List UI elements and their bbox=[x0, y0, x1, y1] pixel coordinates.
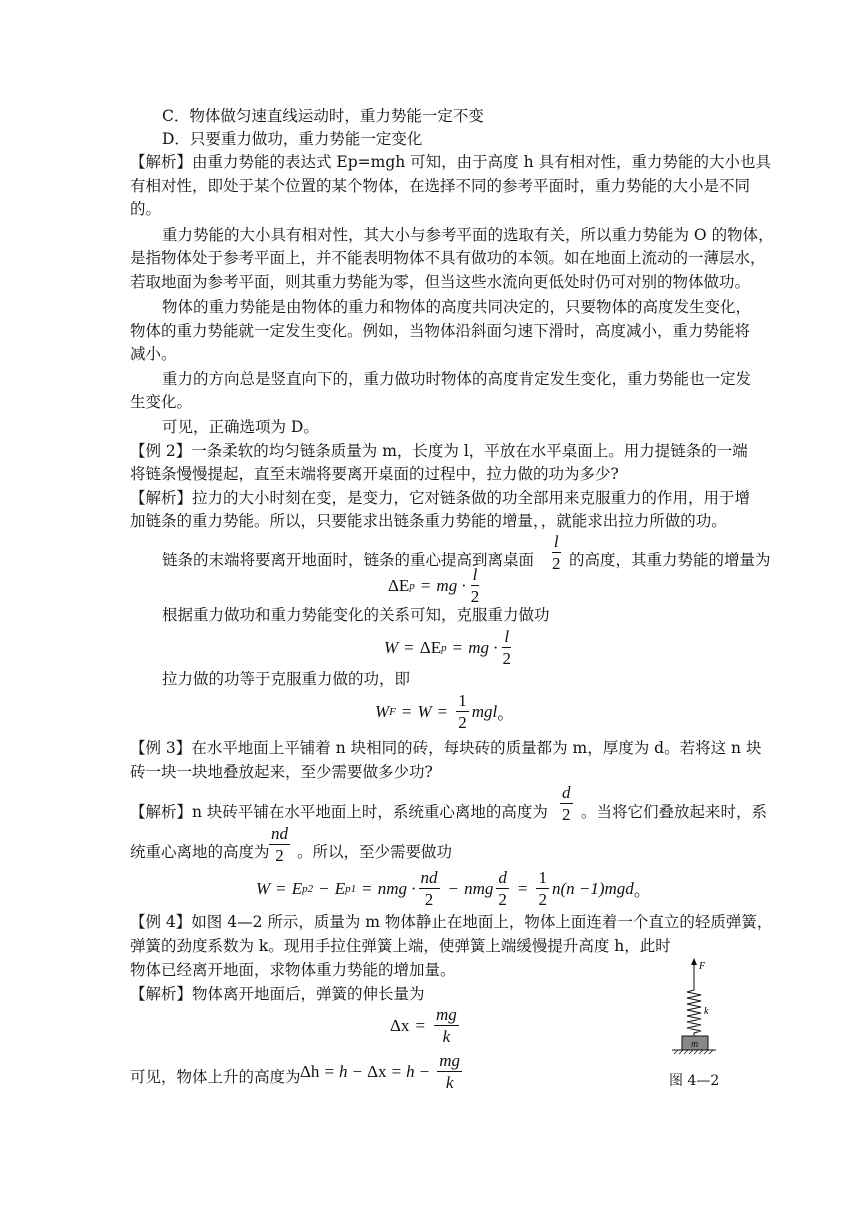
paragraph-height-3: 减小。 bbox=[130, 345, 177, 363]
analysis-4-line-2: 可见，物体上升的高度为 bbox=[130, 1068, 301, 1086]
analysis-3-text-a: 【解析】n 块砖平铺在水平地面上时，系统重心离地的高度为 bbox=[130, 803, 548, 821]
pull-work-text: 拉力做的功等于克服重力做的功，即 bbox=[162, 670, 411, 688]
spring-coil-icon bbox=[687, 986, 701, 1036]
mass-label: m bbox=[691, 1039, 699, 1050]
formula-delta-ep: ΔE p = mg · $\frac{l}{2}$ bbox=[388, 565, 480, 606]
example-4-line-1: 【例 4】如图 4—2 所示，质量为 m 物体静止在地面上，物体上面连着一个直立的轻质弹簧， bbox=[130, 913, 773, 931]
figure-caption: 图 4—2 bbox=[669, 1073, 720, 1089]
paragraph-gravity-1: 重力的方向总是竖直向下的，重力做功时物体的高度肯定发生变化，重力势能也一定发 bbox=[162, 370, 752, 388]
paragraph-gravity-2: 生变化。 bbox=[130, 393, 193, 411]
paragraph-relative-1: 重力势能的大小具有相对性，其大小与参考平面的选取有关，所以重力势能为 O 的物体， bbox=[162, 226, 774, 244]
example-4-line-3: 物体已经离开地面，求物体重力势能的增加量。 bbox=[130, 961, 456, 979]
paragraph-height-1: 物体的重力势能是由物体的重力和物体的高度共同决定的，只要物体的高度发生变化， bbox=[162, 298, 752, 316]
paragraph-height-2: 物体的重力势能就一定发生变化。例如，当物体沿斜面匀速下滑时，高度减小，重力势能将 bbox=[130, 322, 751, 340]
analysis-3-text-b: 。当将它们叠放起来时，系 bbox=[581, 803, 768, 821]
paragraph-relative-2: 是指物体处于参考平面上，并不能表明物体不具有做功的本领。如在地面上流动的一薄层水， bbox=[130, 249, 766, 267]
work-relation-text: 根据重力做功和重力势能变化的关系可知，克服重力做功 bbox=[162, 606, 550, 624]
example-3-line-1: 【例 3】在水平地面上平铺着 n 块相同的砖，每块砖的质量都为 m，厚度为 d。若将这 n 块 bbox=[130, 739, 762, 757]
chain-height-text-b: 的高度，其重力势能的增量为 bbox=[569, 551, 771, 569]
option-d: D．只要重力做功，重力势能一定变化 bbox=[162, 130, 423, 148]
conclusion-line: 可见，正确选项为 D。 bbox=[162, 418, 319, 436]
analysis-1-line-1: 【解析】由重力势能的表达式 Ep=mgh 可知，由于高度 h 具有相对性，重力势能的大小也具 bbox=[130, 153, 772, 171]
analysis-2-line-2: 加链条的重力势能。所以，只要能求出链条重力势能的增量，，就能求出拉力所做的功。 bbox=[130, 512, 727, 530]
formula-pull-work: W F = W = $\frac{1}{2}$ mgl 。 bbox=[375, 691, 515, 732]
example-2-line-2: 将链条慢慢提起，直至末端将要离开桌面的过程中，拉力做的功为多少? bbox=[130, 465, 619, 483]
paragraph-relative-3: 若取地面为参考平面，则其重力势能为零，但当这些水流向更低处时仍可对别的物体做功。 bbox=[130, 273, 751, 291]
chain-height-text-a: 链条的末端将要离开地面时，链条的重心提高到离桌面 bbox=[162, 551, 535, 569]
formula-height-rise: Δh = h − Δx = h − $\frac{mg}{k}$ bbox=[300, 1051, 461, 1092]
analysis-4-line-1: 【解析】物体离开地面后，弹簧的伸长量为 bbox=[130, 985, 425, 1003]
ground-hatch bbox=[674, 1050, 713, 1054]
formula-spring-extension: Δx = $\frac{mg}{k}$ bbox=[390, 1005, 457, 1046]
example-4-line-2: 弹簧的劲度系数为 k。现用手拉住弹簧上端，使弹簧上端缓慢提升高度 h，此时 bbox=[130, 937, 671, 955]
fraction-d-over-2: $\frac{d}{2}$ bbox=[562, 783, 571, 824]
analysis-1-line-3: 的。 bbox=[130, 200, 162, 218]
analysis-3-text-c: 统重心离地的高度为 bbox=[130, 843, 270, 861]
analysis-2-line-1: 【解析】拉力的大小时刻在变，是变力，它对链条做的功全部用来克服重力的作用，用于增 bbox=[130, 489, 751, 507]
analysis-3-text-d: 。所以，至少需要做功 bbox=[297, 843, 453, 861]
arrow-head-icon bbox=[691, 958, 697, 965]
example-3-line-2: 砖一块一块地叠放起来，至少需要做多少功? bbox=[130, 763, 433, 781]
fraction-l-over-2: $\frac{l}{2}$ bbox=[552, 532, 561, 573]
option-c: C．物体做匀速直线运动时，重力势能一定不变 bbox=[162, 107, 484, 125]
fraction-nd-over-2: $\frac{nd}{2}$ bbox=[271, 824, 288, 865]
formula-bricks-work: W = E p2 − E p1 = nmg · $\frac{nd}{2}$ − nmg $\frac{d}{2}$ = $\frac{1}{2}$ n(n −1)mgd 。 bbox=[256, 868, 651, 909]
force-label: F bbox=[699, 961, 706, 972]
analysis-1-line-2: 有相对性，即处于某个位置的某个物体，在选择不同的参考平面时，重力势能的大小是不同 bbox=[130, 177, 751, 195]
spring-label: k bbox=[704, 1006, 709, 1017]
example-2-line-1: 【例 2】一条柔软的均匀链条质量为 m，长度为 l，平放在水平桌面上。用力提链条的一端 bbox=[130, 442, 748, 460]
formula-work: W = ΔE p = mg · $\frac{l}{2}$ bbox=[384, 627, 511, 668]
